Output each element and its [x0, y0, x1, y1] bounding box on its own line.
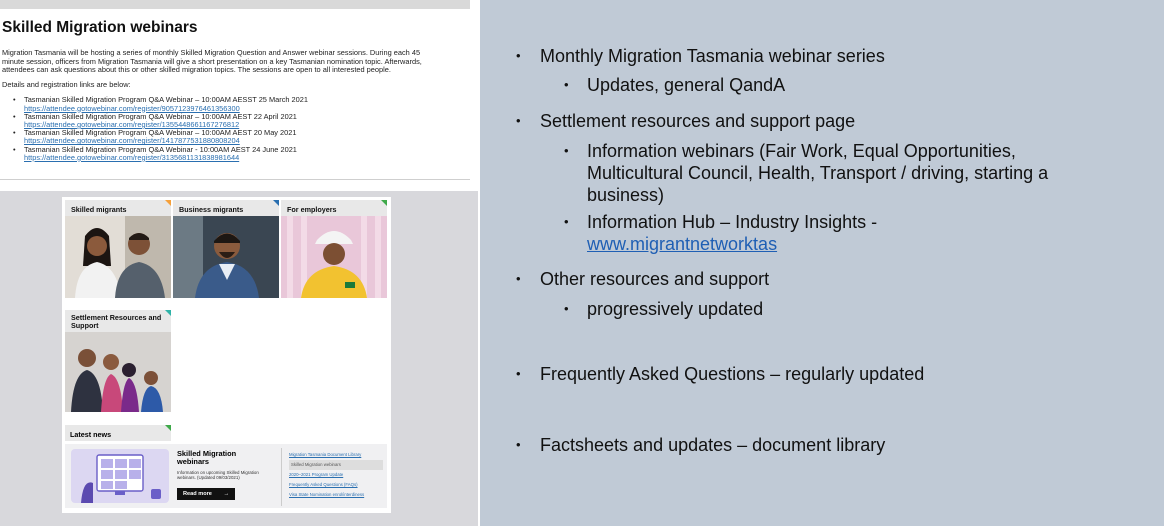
tile-label: Business migrants — [173, 200, 279, 216]
bullet-list — [512, 45, 1132, 456]
details-label: Details and registration links are below: — [2, 79, 131, 89]
side-link[interactable]: Migration Tasmania Document Library — [289, 452, 362, 457]
website-tiles — [62, 197, 391, 513]
sub-bullet-updates: • Updates, general QandA — [512, 74, 1132, 96]
register-link[interactable]: https://attendee.gotowebinar.com/register/9057123976461356300 — [24, 103, 240, 113]
tile-label: Skilled migrants — [65, 200, 171, 216]
corner-accent-icon — [165, 425, 171, 431]
news-title: Skilled Migration webinars — [177, 449, 237, 466]
register-link[interactable]: https://attendee.gotowebinar.com/register/1355448661167276812 — [24, 119, 240, 129]
corner-accent-icon — [273, 200, 279, 206]
website-screenshot — [0, 0, 478, 526]
webinar-item: • Tasmanian Skilled Migration Program Q&A Webinar – 10:00AM AEST 22 April 2021 https://attendee.gotowebinar.com/register/1355448661167276812 — [12, 113, 470, 129]
slide-panel — [480, 0, 1164, 526]
webinar-item: • Tasmanian Skilled Migration Program Q&A Webinar - 10:00AM AEST 24 June 2021 https://attendee.gotowebinar.com/register/3135681131838981644 — [12, 146, 470, 162]
article-intro: Migration Tasmania will be hosting a series of monthly Skilled Migration Question and Answer webinar sessions. During each 45 minute session, officers from Migration Tasmania will give a short presentation on a key Tasmanian nomination topic. Afterwards, attendees can ask questions about this or other skilled migration topics. The sessions are open to all interested people. — [2, 48, 422, 75]
corner-accent-icon — [165, 200, 171, 206]
arrow-right-icon: → — [223, 491, 230, 497]
tile-settlement-resources[interactable] — [65, 310, 171, 412]
webinar-item: • Tasmanian Skilled Migration Program Q&A Webinar – 10:00AM AESST 25 March 2021 https://attendee.gotowebinar.com/register/9057123976461356300 — [12, 96, 470, 112]
side-link[interactable]: 2020–2021 Program Update — [289, 472, 344, 477]
migrantnetwork-link[interactable]: www.migrantnetworktas — [587, 234, 778, 254]
register-link[interactable]: https://attendee.gotowebinar.com/register/1417877531880808204 — [24, 136, 240, 146]
bullet-faq: • Frequently Asked Questions – regularly updated — [512, 363, 1132, 385]
business-migrant-photo — [173, 216, 279, 298]
side-link[interactable]: Frequently Asked Questions (FAQs) — [289, 482, 358, 487]
article-title: Skilled Migration webinars — [2, 19, 198, 36]
tile-label: Settlement Resources and Support — [65, 310, 171, 332]
top-bar — [0, 0, 470, 9]
skilled-migrants-photo — [65, 216, 171, 298]
sub-bullet-progressively-updated: • progressively updated — [512, 298, 1132, 320]
read-more-button[interactable]: Read more → — [177, 488, 235, 500]
bullet-factsheets: • Factsheets and updates – document library — [512, 434, 1132, 456]
webinar-list — [12, 96, 470, 162]
tile-skilled-migrants[interactable] — [65, 200, 171, 298]
bullet-webinar-series: • Monthly Migration Tasmania webinar series — [512, 45, 1132, 67]
divider — [0, 179, 470, 180]
side-link-selected[interactable]: Skilled Migration webinars — [289, 460, 383, 470]
employer-worker-photo — [281, 216, 387, 298]
bullet-other-resources: • Other resources and support — [512, 268, 1132, 290]
corner-accent-icon — [381, 200, 387, 206]
tile-label: For employers — [281, 200, 387, 216]
corner-accent-icon — [165, 310, 171, 316]
sub-bullet-information-webinars: • Information webinars (Fair Work, Equal Opportunities, Multicultural Council, Health, Transport / driving, starting a business) — [512, 140, 1082, 206]
tile-business-migrants[interactable] — [173, 200, 279, 298]
sub-bullet-information-hub: • Information Hub – Industry Insights - www.migrantnetworktas — [512, 211, 1132, 255]
side-links — [289, 450, 383, 500]
webinar-article — [0, 9, 470, 180]
webinar-illustration-icon — [71, 449, 169, 503]
side-link[interactable]: Visa State Nomination enrol/interdiness — [289, 492, 365, 497]
settlement-family-photo — [65, 332, 171, 412]
bullet-settlement-resources: • Settlement resources and support page — [512, 110, 1132, 132]
tile-for-employers[interactable] — [281, 200, 387, 298]
register-link[interactable]: https://attendee.gotowebinar.com/register/3135681131838981644 — [24, 152, 240, 162]
news-description: Information on upcoming Skilled Migration webinars. (Updated 09/03/2021) — [177, 470, 259, 481]
webinar-item: • Tasmanian Skilled Migration Program Q&A Webinar – 10:00AM AEST 20 May 2021 https://attendee.gotowebinar.com/register/1417877531880808204 — [12, 129, 470, 145]
latest-news-label: Latest news — [65, 425, 171, 441]
news-card — [65, 444, 387, 508]
news-divider — [281, 448, 282, 506]
